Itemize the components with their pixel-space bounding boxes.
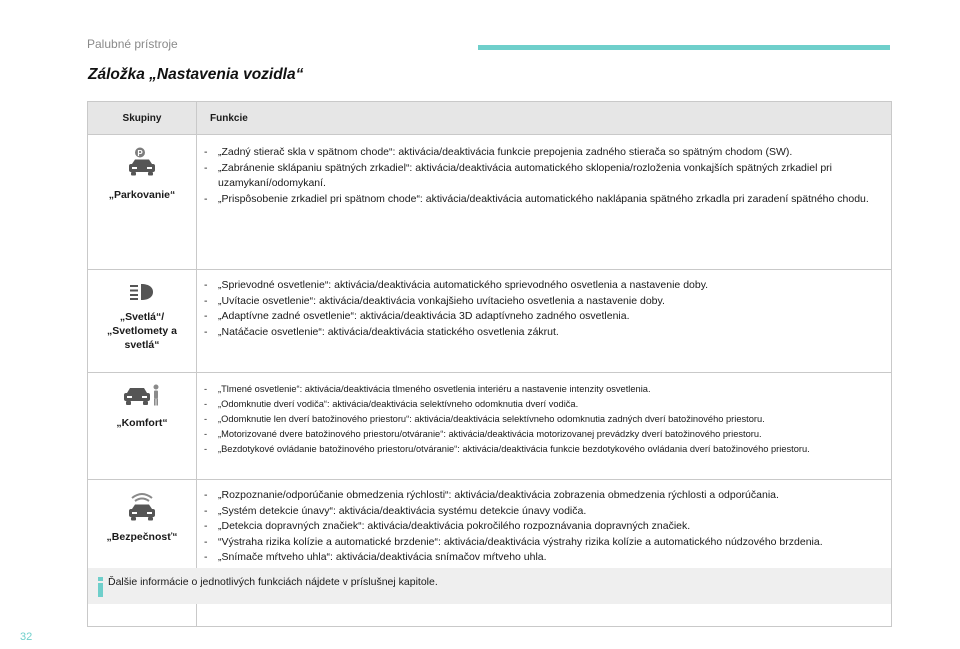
function-item: - „Uvítacie osvetlenie“: aktivácia/deaktivácia vonkajšieho uvítacieho osvetlenia a nastavenie doby. — [204, 294, 881, 310]
function-item: - „Prispôsobenie zrkadiel pri spätnom chode“: aktivácia/deaktivácia automatického naklápania spätného zrkadla pri zaradení spätného chodu. — [204, 192, 881, 208]
function-item: - „Sprievodné osvetlenie“: aktivácia/deaktivácia automatického sprievodného osvetlenia a nastavenie doby. — [204, 278, 881, 294]
table-row — [88, 480, 892, 627]
function-item: - „Zabránenie sklápaniu spätných zrkadiel“: aktivácia/deaktivácia automatického sklopenia/rozloženia vonkajších spätných zrkadiel pri uzamykaní/odomykaní. — [204, 161, 881, 192]
function-item: - „Motorizované dvere batožinového priestoru/otváranie“: aktivácia/deaktivácia motorizovanej prevádzky dverí batožinového priestoru. — [204, 427, 881, 442]
group-cell — [88, 270, 197, 373]
info-note — [88, 568, 891, 604]
function-item: - „Zadný stierač skla v spätnom chode“: aktivácia/deaktivácia funkcie prepojenia zadného stierača so spätným chodom (SW). — [204, 145, 881, 161]
settings-table — [87, 101, 892, 627]
table-row — [88, 373, 892, 480]
info-note-text: Ďalšie informácie o jednotlivých funkciách nájdete v príslušnej kapitole. — [108, 576, 438, 588]
info-icon — [97, 577, 105, 597]
function-item: - „Rozpoznanie/odporúčanie obmedzenia rýchlosti“: aktivácia/deaktivácia zobrazenia obmedzenia rýchlosti a odporúčania. — [204, 488, 881, 504]
table-header-row — [88, 102, 892, 135]
group-label: „Parkovanie“ — [108, 189, 176, 201]
function-item: - „Adaptívne zadné osvetlenie“: aktivácia/deaktivácia 3D adaptívneho zadného osvetlenia. — [204, 309, 881, 325]
group-cell — [88, 480, 197, 627]
svg-text:P: P — [137, 149, 143, 158]
group-label: „Svetlá“/ „Svetlomety a svetlá“ — [106, 311, 178, 351]
functions-cell — [197, 373, 892, 480]
function-item: - „Snímače mŕtveho uhla“: aktivácia/deaktivácia snímačov mŕtveho uhla. — [204, 550, 881, 566]
header-accent-bar — [478, 45, 890, 50]
group-label: „Bezpečnosť“ — [106, 531, 178, 543]
function-item: - „Natáčacie osvetlenie“: aktivácia/deaktivácia statického osvetlenia zákrut. — [204, 325, 881, 341]
col-header-functions: Funkcie — [197, 102, 892, 135]
function-item: - „Detekcia dopravných značiek“: aktivácia/deaktivácia pokročilého rozpoznávania dopravných značiek. — [204, 519, 881, 535]
group-cell — [88, 373, 197, 480]
section-header: Palubné prístroje — [87, 37, 178, 51]
functions-cell — [197, 270, 892, 373]
table-row — [88, 135, 892, 270]
car-person-icon — [122, 383, 162, 407]
function-item: - „Bezdotykové ovládanie batožinového priestoru/otváranie“: aktivácia/deaktivácia funkcie bezdotykového ovládania dverí batožinového priestoru. — [204, 442, 881, 457]
function-item: - „Systém detekcie únavy“: aktivácia/deaktivácia systému detekcie únavy vodiča. — [204, 504, 881, 520]
function-item: - „Odomknutie len dverí batožinového priestoru“: aktivácia/deaktivácia selektívneho odomknutia zadných dverí batožinového priestoru. — [204, 412, 881, 427]
functions-cell — [197, 480, 892, 627]
car-signal-icon — [125, 491, 159, 521]
function-item: - „Odomknutie dverí vodiča“: aktivácia/deaktivácia selektívneho odomknutia dverí vodiča. — [204, 397, 881, 412]
col-header-groups: Skupiny — [88, 102, 197, 135]
function-item: - „Tlmené osvetlenie“: aktivácia/deaktivácia tlmeného osvetlenia interiéru a nastavenie intenzity osvetlenia. — [204, 382, 881, 397]
table-row — [88, 270, 892, 373]
group-cell — [88, 135, 197, 270]
page-title: Záložka „Nastavenia vozidla“ — [88, 66, 304, 83]
functions-cell — [197, 135, 892, 270]
function-item: - “Výstraha rizika kolízie a automatické brzdenie“: aktivácia/deaktivácia výstrahy rizika kolízie a automatického núdzového brzdenia. — [204, 535, 881, 551]
headlamp-icon — [128, 281, 156, 303]
page-number: 32 — [20, 631, 33, 643]
group-label: „Komfort“ — [116, 417, 168, 429]
car-parking-icon — [126, 147, 158, 177]
